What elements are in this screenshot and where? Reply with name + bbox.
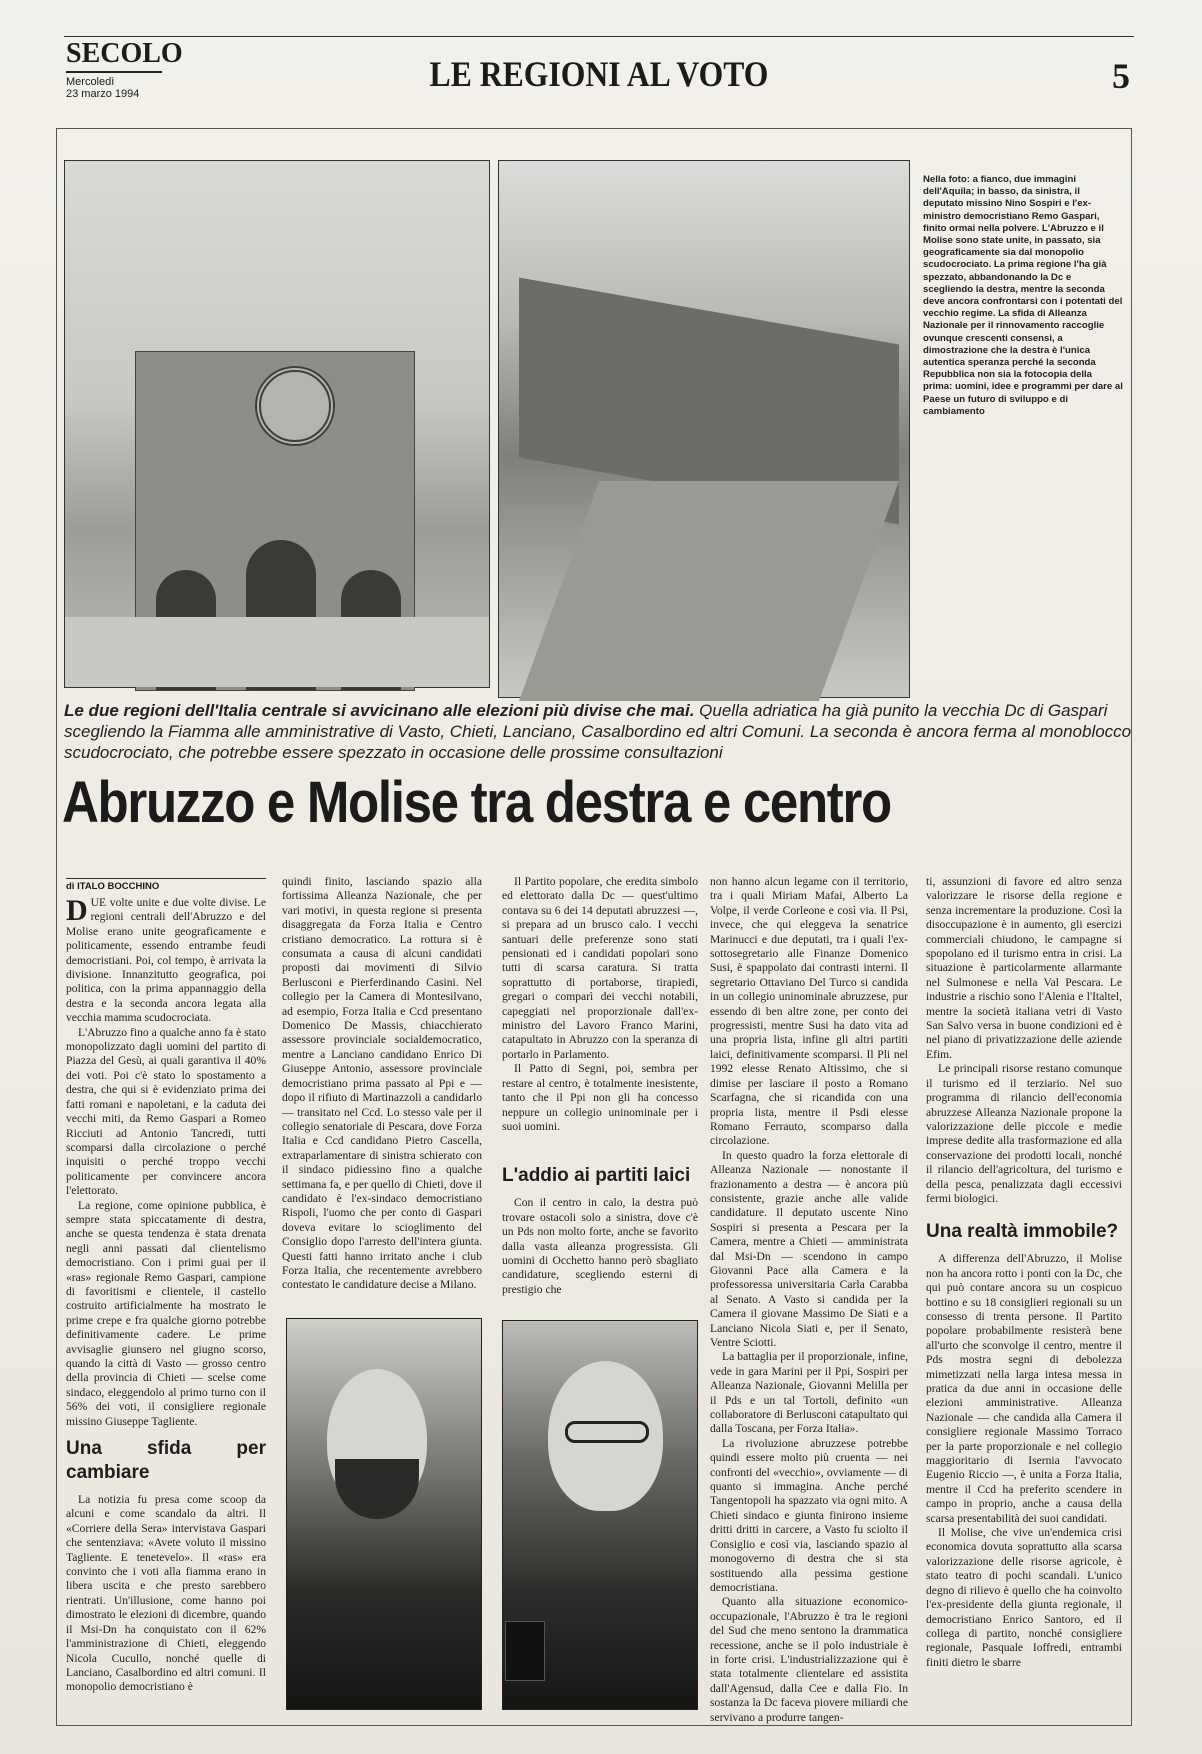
rose-window: [255, 366, 335, 446]
headline: Abruzzo e Molise tra destra e centro: [62, 770, 891, 835]
portrait-glasses: [565, 1421, 649, 1443]
paragraph: La rivoluzione abruzzese potrebbe quindi essere molto più cruenta — nei confronti del «vecchio», ovviamente — di quanto si immagina. Anche perché Tangentopoli ha spazzato via ogni mito. A Chieti sindaco e giunta finirono insieme dritti dritti in carcere, a Vasto fu sciolto il Consiglio e così via, lasciando spazio al monogoverno di destra che si sta sostituendo alla pessima gestione democristiana.: [710, 1436, 908, 1594]
paragraph: Il Molise, che vive un'endemica crisi economica dovuta soprattutto alla scarsa valorizzazione delle risorse agricole, è stato teatro di pochi scandali. L'unico degno di rilievo è quello che ha coinvolto l'ex-presidente della giunta regionale, il democristiano Enrico Santoro, ed il collega di partito, nonché consigliere regionale, Pasquale Ioffredi, entrambi finiti dietro le sbarre: [926, 1526, 1122, 1669]
article-column-4: [710, 875, 908, 1724]
paragraph: La regione, come opinione pubblica, è sempre stata spiccatamente di destra, anche se questa tendenza è stata drenata negli anni passati dal clientelismo democristiano. Con i primi guai per il «ras» regionale Remo Gaspari, campione di favoritismi e clientele, il castello costruito artificialmente ha mostrato le prime crepe e fra qualche giorno potrebbe definitivamente cadere. Le prime avvisaglie giunsero nel giugno scorso, quando la città di Vasto — grosso centro della provincia di Chieti — scelse come sindaco, eleggendolo al primo turno con il 56% dei voti, il consigliere regionale missino Giuseppe Tagliente.: [66, 1198, 266, 1428]
paragraph: In questo quadro la forza elettorale di Alleanza Nazionale — nonostante il frazionamento a destra — è ancora più consistente, grazie anche alle valide candidature. Il deputato uscente Nino Sospiri si presenta a Pescara per la Camera, mentre a Chieti — amministrata dal Msi-Dn — scendono in campo Giovanni Pace alla Camera e la professoressa universitaria Carla Carabba al Senato. A Vasto si candida per la Camera il giovane Massimo De Siati e a Lanciano Nicola Siati e, per il Senato, Ventre Sciotti.: [710, 1148, 908, 1349]
paragraph: quindi finito, lasciando spazio alla fortissima Alleanza Nazionale, che per vari motivi, in questa regione si presenta disaggregata da Forza Italia e Centro cristiano democratico. La rottura si è consumata a causa di alcuni candidati proposti dai movimenti di Silvio Berlusconi e Pierferdinando Casini. Nel collegio per la Camera di Montesilvano, ad esempio, Forza Italia e Ccd presentano Domenico De Massis, chiacchierato assessore provinciale socialdemocratico, mentre a Lanciano candidano Enrico Di Giuseppe Antonio, assessore provinciale democristiano prima passato al Ppi e — dopo il rifiuto di Martinazzoli a candidarlo — transitato nel Ccd. Lo stesso vale per il collegio senatoriale di Pescara, dove Forza Italia e Ccd candidano Pietro Cascella, extraparlamentare di sinistra schierato con il sindaco pidiessino fino a qualche settimana fa, e per quello di Chieti, dove il candidato è l'ex-sindaco democristiano Rispoli, l'uomo che per conto di Gaspari doveva evitare lo scioglimento del Consiglio dopo l'arresto dell'intera giunta. Questi fatti hanno irritato anche i club Forza Italia, che recentemente avrebbero contestato le candidature decise a Milano.: [282, 875, 482, 1292]
paragraph: ti, assunzioni di favore ed altro senza valorizzare le risorse della regione e senza incrementare la produzione. Così la disoccupazione è in aumento, gli esercizi commerciali chiudono, le campagne si spopolano ed il turismo entra in crisi. La situazione è particolarmente allarmante nel Sulmonese e nella Val Pescara. Le industrie a rischio sono l'Alenia e l'Italtel, mentre la società italiana vetri di Vasto San Salvo versa in buone condizioni ed è nel piano di privatizzazione delle aziende Efim.: [926, 875, 1122, 1061]
article-column-1: [66, 896, 266, 1716]
masthead: [64, 28, 1134, 108]
paragraph: L'Abruzzo fino a qualche anno fa è stato monopolizzato dagli uomini del partito di Piazza del Gesù, ai quali garantiva il 40% dei voti. Poi c'è stato lo spostamento a destra, che qui si è evidenziato prima dei fatti romani e napoletani, e la caduta dei vecchi miti, da Remo Gaspari a Romeo Ricciuti ad Antonio Tancredi, tutti scomparsi dalla circolazione o perché inquisiti o perché troppo vecchi politicamente per convincere ancora l'elettorato.: [66, 1025, 266, 1198]
piazza-ground: [65, 617, 489, 687]
newspaper-name-underline: [66, 71, 162, 73]
article-column-2: [282, 875, 482, 1295]
fountain-photo: [498, 160, 910, 698]
subheading: Una sfida per cambiare: [66, 1438, 266, 1484]
masthead-rule: [64, 36, 1134, 37]
paragraph: non hanno alcun legame con il territorio, tra i quali Miriam Mafai, Alberto La Volpe, il verde Corleone e così via. Il Psi, invece, che qui eleggeva la senatrice Marinucci e due deputati, tra i quali l'ex-sottosegretario alle Finanze Domenico Susi, è spappolato dai contrasti interni. Il segretario Ottaviano Del Turco si candida in un collegio uninominale abruzzese, pur essendo di ben altre zone, per conto dei progressisti, mentre Susi ha dato vita ad una propria lista, infine gli altri partiti laici, definitivamente scomparsi. Il Pli nel 1992 elesse Renato Altissimo, che si dimise per lasciare il posto a Romano Scarfagna, che si ricandida con una propria lista, mentre il Psdi elesse Romano Ferrauto, scomparso dalla circolazione.: [710, 875, 908, 1148]
microphone: [505, 1621, 545, 1681]
page-number: 5: [1112, 56, 1130, 96]
portrait-sospiri: [286, 1318, 482, 1710]
deck-summary: [64, 700, 1132, 763]
fountain-basin: [519, 481, 899, 701]
paragraph: Quanto alla situazione economico-occupazionale, l'Abruzzo è tra le regioni del Sud che meno sentono la drammatica recessione, anche se il polo industriale è in forte crisi. L'industrializzazione qui è stata totalmente clientelare ed assistita dall'Agensud, dalla Cee e dalla Fio. In sostanza la Dc faceva piovere miliardi che servivano a produrre tangen-: [710, 1595, 908, 1724]
issue-day: Mercoledì: [66, 76, 115, 88]
issue-date: 23 marzo 1994: [66, 88, 140, 100]
portrait-gaspari: [502, 1320, 698, 1710]
article-column-3: [502, 875, 698, 1296]
newspaper-name: SECOLO: [66, 38, 183, 69]
cathedral-photo: [64, 160, 490, 688]
deck-rest: Quella adriatica ha già punito la vecchia Dc di Gaspari scegliendo la Fiamma alle amministrative di Vasto, Chieti, Lanciano, Casalbordino ed altri Comuni. La seconda è ancora ferma al monoblocco scudocrociato, che potrebbe essere spezzato in occasione delle prossime consultazioni: [64, 701, 1132, 762]
byline: di ITALO BOCCHINO: [66, 878, 266, 892]
paragraph: La notizia fu presa come scoop da alcuni e come scandalo da altri. Il «Corriere della Sera» intervistava Gaspari che sentenziava: «Avete voluto il missino Tagliente. E tenetevelo». Il «ras» era convinto che i voti alla fiamma erano in libera uscita e che presto sarebbero rientrati. Un'illusione, come hanno poi dimostrato le elezioni di dicembre, quando il Msi-Dn ha conquistato con il 62% l'amministrazione di Chieti, eleggendo Nicola Cucullo, nonché quelle di Lanciano, Casalbordino ed altri comuni. Il monopolio democristiano è: [66, 1493, 266, 1694]
paragraph: Il Partito popolare, che eredita simbolo ed elettorato dalla Dc — quest'ultimo contava su 6 dei 14 deputati abruzzesi —, si prepara ad un brusco calo. I vecchi santuari delle preferenze sono stati pensionati ed i candidati popolari sono tutti di scarsa caratura. Si tratta soprattutto di portaborse, tirapiedi, gregari o comparì dei vecchi notabili, capeggiati nel proporzionale dall'ex-ministro del Lavoro Franco Marini, catapultato in Abruzzo con la speranza di portarlo in Parlamento.: [502, 875, 698, 1061]
paragraph: La battaglia per il proporzionale, infine, vede in gara Marini per il Ppi, Sospiri per Alleanza Nazionale, Giovanni Melilla per il Pds e un tal Tortoli, definito «un collaboratore di Berlusconi catapultato qui dalla Toscana, per Forza Italia».: [710, 1350, 908, 1436]
subheading: Una realtà immobile?: [926, 1221, 1119, 1243]
paragraph: Con il centro in calo, la destra può trovare ostacoli solo a sinistra, dove c'è un Pds non molto forte, anche se favorito dalla vasta alleanza progressista. Gli uomini di Occhetto hanno però sbagliato candidature, scegliendo esterni di prestigio che: [502, 1196, 698, 1296]
photo-caption: Nella foto: a fianco, due immagini dell'Aquila; in basso, da sinistra, il deputato missino Nino Sospiri e l'ex-ministro democristiano Remo Gaspari, finito ormai nella polvere. L'Abruzzo e il Molise sono state unite, in passato, sia geograficamente sia dal monopolio scudocrociato. La prima regione l'ha già spezzato, abbandonando la Dc e scegliendo la destra, mentre la seconda deve ancora confrontarsi con i potentati del vecchio regime. La sfida di Alleanza Nazionale per il rinnovamento raccoglie ovunque crescenti consensi, a dimostrazione che la destra è l'unica autentica speranza perché la seconda Repubblica non sia la fotocopia della prima: uomini, idee e programmi per dare al Paese un futuro di sviluppo e di cambiamento: [923, 174, 1123, 417]
portrait-beard: [335, 1459, 419, 1519]
deck-lead: Le due regioni dell'Italia centrale si avvicinano alle elezioni più divise che mai.: [64, 701, 695, 720]
paragraph: Le principali risorse restano comunque il turismo ed il terziario. Nel suo programma di rilancio dell'economia abruzzese Alleanza Nazionale propone la valorizzazione delle piccole e medie imprese dedite alla trasformazione ed alla conservazione dei prodotti locali, nonché il rilancio dell'agricoltura, del turismo e della pesca, penalizzata dagli eccessivi fermi biologici.: [926, 1062, 1122, 1205]
paragraph: A differenza dell'Abruzzo, il Molise non ha ancora rotto i ponti con la Dc, che qui può contare ancora su un cospicuo bottino e su 18 consiglieri regionali su un consesso di trenta persone. Il Partito popolare probabilmente resisterà bene all'urto che sconvolge il centro, mentre il Pds mostra segni di debolezza mimetizzati nella larga intesa messa in pratica da due anni in occasione delle elezioni amministrative. Alleanza Nazionale — che candida alla Camera il consigliere regionale Massimo Torraco per la parte proporzionale e nel collegio maggioritario di Isernia l'avvocato Eugenio Riccio —, è unita a Forza Italia, mentre il Ccd ha preferito scendere in campo in proprio, anche a causa della scarsa presentabilità dei suoi candidati.: [926, 1252, 1122, 1525]
section-title: LE REGIONI AL VOTO: [429, 54, 769, 94]
paragraph: UE volte unite e due volte divise. Le regioni centrali dell'Abruzzo e del Molise erano unite geograficamente e politicamente, essendo entrambe feudi democristiani. Poi, col tempo, è arrivata la divisione. Innanzitutto geografica, poi politica, con la prima appannaggio della destra e la seconda ancora legata alla vecchia mamma scudocrociata.: [66, 896, 266, 1025]
article-column-5: [926, 875, 1122, 1715]
subheading: L'addio ai partiti laici: [502, 1165, 691, 1187]
paragraph: Il Patto di Segni, poi, sembra per restare al centro, è totalmente inesistente, tanto che il Ppi non gli ha concesso neppure un collegio uninominale per i suoi uomini.: [502, 1062, 698, 1133]
drop-cap: D: [66, 894, 88, 927]
